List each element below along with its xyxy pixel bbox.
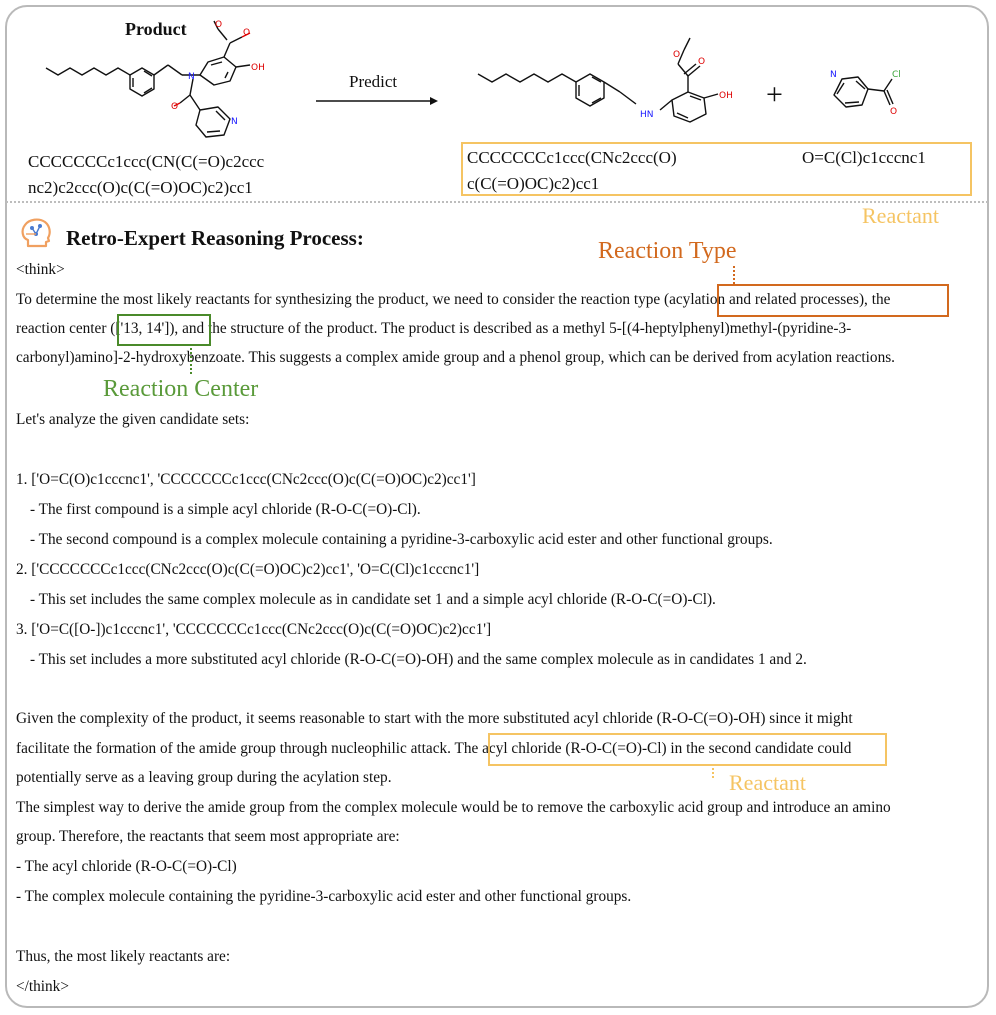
r1-atom-o-ester: O [673, 50, 681, 60]
candidate-1-note-a: - The first compound is a simple acyl chloride (R-O-C(=O)-Cl). [30, 501, 421, 518]
candidate-2-note: - This set includes the same complex molecule as in candidate set 1 and a simple acyl chloride (R-O-C(=O)-Cl). [30, 591, 716, 608]
given-l2-pre: facilitate the formation of the amide group through nucleophilic attack. [16, 740, 455, 757]
simplest-line-2: group. Therefore, the reactants that seem most appropriate are: [16, 828, 400, 845]
atom-n: N [188, 72, 195, 82]
reaction-center-box [117, 314, 211, 346]
think-close: </think> [16, 978, 69, 995]
r2-atom-o: O [890, 107, 898, 117]
reaction-type-highlight: (acylation and related processes), [664, 291, 868, 308]
reactant-2-molecule [818, 55, 918, 145]
paragraph-1-line-3: carbonyl)amino]-2-hydroxybenzoate. This suggests a complex amide group and a phenol group, which can be derived from acylation reactions. [16, 349, 896, 366]
plus-sign: + [766, 78, 783, 111]
candidate-1-note-b: - The second compound is a complex molecule containing a pyridine-3-carboxylic acid ester and other functional groups. [30, 531, 773, 548]
atom-oh: OH [251, 63, 265, 73]
product-smiles-line-1: CCCCCCCc1ccc(CN(C(=O)c2ccc [28, 152, 265, 171]
reaction-center-connector [190, 344, 192, 374]
r2-atom-cl: Cl [892, 70, 901, 80]
predict-arrow [314, 95, 444, 109]
atom-o-amide: O [171, 102, 179, 112]
reaction-type-label: Reaction Type [598, 238, 737, 264]
analyze-line: Let's analyze the given candidate sets: [16, 411, 250, 428]
reaction-center-label: Reaction Center [103, 376, 259, 402]
atom-o-carbonyl: O [243, 28, 251, 38]
product-smiles [28, 149, 264, 201]
reactant-1-molecule [474, 30, 764, 145]
p1-l2-pre: reaction center [16, 320, 111, 337]
brain-head-icon [18, 216, 56, 252]
reactant-2-smiles: O=C(Cl)c1cccnc1 [802, 148, 926, 167]
r1-atom-o-carbonyl: O [698, 57, 706, 67]
candidate-3-note: - This set includes a more substituted acyl chloride (R-O-C(=O)-OH) and the same complex molecule as in candidates 1 and 2. [30, 651, 807, 668]
simplest-line-3: - The acyl chloride (R-O-C(=O)-Cl) [16, 858, 237, 875]
reactant-highlight: The acyl chloride (R-O-C(=O)-Cl) in the second candidate [454, 740, 814, 757]
r2-atom-n: N [830, 70, 837, 80]
r1-atom-hn: HN [640, 110, 654, 120]
reactant-highlight-box [488, 733, 887, 766]
atom-n-pyridine: N [231, 117, 238, 127]
atom-o-ester: O [215, 20, 223, 30]
p1-l2-post: and the structure of the product. The product is described as a methyl 5-[(4-heptylphenyl)methyl-(pyridine-3- [178, 320, 852, 337]
product-label: Product [125, 19, 187, 39]
product-molecule [40, 15, 300, 150]
reactant-1-smiles [467, 145, 677, 197]
reactant-connector [712, 764, 714, 778]
candidate-2: 2. ['CCCCCCCc1ccc(CNc2ccc(O)c(C(=O)OC)c2)cc1', 'O=C(Cl)c1cccnc1'] [16, 561, 480, 578]
candidate-3: 3. ['O=C([O-])c1cccnc1', 'CCCCCCCc1ccc(CNc2ccc(O)c(C(=O)OC)c2)cc1'] [16, 621, 492, 638]
think-open: <think> [16, 261, 65, 278]
thus-line: Thus, the most likely reactants are: [16, 948, 231, 965]
given-line-1: Given the complexity of the product, it seems reasonable to start with the more substituted acyl chloride (R-O-C(=O)-OH) since it might [16, 710, 853, 727]
simplest-line-1: The simplest way to derive the amide group from the complex molecule would be to remove the carboxylic acid group and introduce an amino [16, 799, 891, 816]
section-separator [6, 201, 988, 203]
p1-l1-pre: To determine the most likely reactants for synthesizing the product, we need to consider the reaction type [16, 291, 664, 308]
given-l2-post: could [813, 740, 852, 757]
reasoning-title: Retro-Expert Reasoning Process: [66, 226, 364, 250]
reactant-label-top: Reactant [862, 203, 939, 228]
reaction-center-highlight: (['13, 14']), [110, 320, 179, 337]
reactant-1-smiles-line-2: c(C(=O)OC)c2)cc1 [467, 174, 600, 193]
reaction-type-connector [733, 266, 735, 284]
simplest-line-4: - The complex molecule containing the pyridine-3-carboxylic acid ester and other functional groups. [16, 888, 632, 905]
predict-label: Predict [349, 72, 398, 91]
reactant-label-bottom: Reactant [729, 770, 806, 795]
reaction-type-box [717, 284, 949, 317]
reactant-1-smiles-line-1: CCCCCCCc1ccc(CNc2ccc(O) [467, 148, 677, 167]
r1-atom-oh: OH [719, 91, 733, 101]
given-line-3: potentially serve as a leaving group during the acylation step. [16, 769, 392, 786]
p1-l1-post: the [867, 291, 891, 308]
candidate-1: 1. ['O=C(O)c1cccnc1', 'CCCCCCCc1ccc(CNc2ccc(O)c(C(=O)OC)c2)cc1'] [16, 471, 476, 488]
product-smiles-line-2: nc2)c2ccc(O)c(C(=O)OC)c2)cc1 [28, 178, 253, 197]
